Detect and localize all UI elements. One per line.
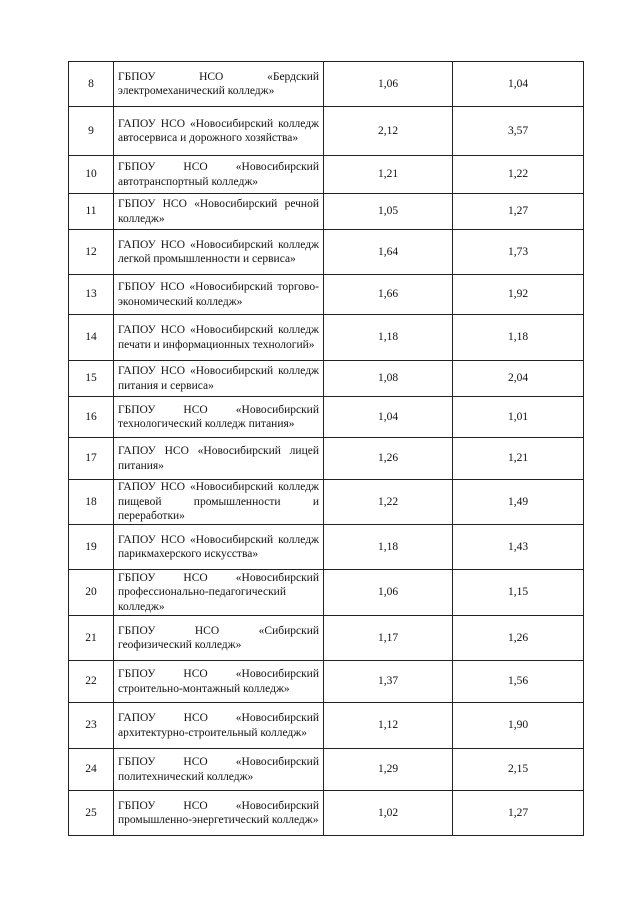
value-column-2: 1,92: [453, 275, 584, 315]
value-column-2: 2,15: [453, 749, 584, 791]
value-column-1: 1,02: [324, 791, 453, 836]
value-column-2: 1,15: [453, 570, 584, 616]
institution-name-text: ГАПОУ НСО «Новосибирский колледж пищевой промышленности и переработки»: [118, 481, 319, 523]
row-number: 16: [69, 397, 114, 438]
institution-name: [114, 791, 324, 836]
colleges-table: [68, 61, 584, 836]
institution-name-text: ГБПОУ НСО «Новосибирский автотранспортный колледж»: [118, 161, 319, 188]
value-column-2: 1,43: [453, 525, 584, 570]
institution-name: [114, 156, 324, 194]
value-column-1: 1,26: [324, 438, 453, 480]
institution-name: [114, 525, 324, 570]
value-column-1: 1,37: [324, 661, 453, 703]
value-column-1: 1,06: [324, 62, 453, 107]
value-column-2: 1,01: [453, 397, 584, 438]
institution-name-text: ГАПОУ НСО «Новосибирский колледж питания и сервиса»: [118, 365, 319, 392]
table-row: [69, 194, 584, 230]
value-column-2: 1,26: [453, 616, 584, 661]
row-number: 11: [69, 194, 114, 230]
row-number: 14: [69, 315, 114, 361]
table-row: [69, 749, 584, 791]
table-row: [69, 525, 584, 570]
value-column-2: 1,90: [453, 703, 584, 749]
table-row: [69, 703, 584, 749]
table-row: [69, 438, 584, 480]
value-column-2: 1,04: [453, 62, 584, 107]
value-column-1: 1,04: [324, 397, 453, 438]
table-row: [69, 397, 584, 438]
value-column-2: 1,22: [453, 156, 584, 194]
table-row: [69, 107, 584, 156]
institution-name-text: ГАПОУ НСО «Новосибирский архитектурно-строительный колледж»: [118, 712, 319, 739]
institution-name-text: ГАПОУ НСО «Новосибирский колледж автосервиса и дорожного хозяйства»: [118, 117, 319, 144]
row-number: 19: [69, 525, 114, 570]
value-column-1: 1,18: [324, 525, 453, 570]
institution-name: [114, 661, 324, 703]
row-number: 20: [69, 570, 114, 616]
institution-name-text: ГБПОУ НСО «Новосибирский промышленно-энергетический колледж»: [118, 799, 319, 826]
row-number: 23: [69, 703, 114, 749]
institution-name: [114, 107, 324, 156]
table-row: [69, 315, 584, 361]
value-column-1: 1,21: [324, 156, 453, 194]
institution-name: [114, 703, 324, 749]
institution-name: [114, 480, 324, 525]
row-number: 24: [69, 749, 114, 791]
row-number: 22: [69, 661, 114, 703]
row-number: 18: [69, 480, 114, 525]
value-column-2: 1,27: [453, 194, 584, 230]
value-column-2: 1,49: [453, 480, 584, 525]
value-column-1: 1,08: [324, 361, 453, 397]
value-column-1: 1,06: [324, 570, 453, 616]
institution-name-text: ГБПОУ НСО «Новосибирский речной колледж»: [118, 198, 319, 225]
value-column-2: 3,57: [453, 107, 584, 156]
institution-name-text: ГАПОУ НСО «Новосибирский колледж легкой промышленности и сервиса»: [118, 238, 319, 265]
institution-name-text: ГАПОУ НСО «Новосибирский лицей питания»: [118, 445, 319, 472]
institution-name: [114, 62, 324, 107]
row-number: 9: [69, 107, 114, 156]
institution-name: [114, 361, 324, 397]
institution-name-text: ГБПОУ НСО «Бердский электромеханический колледж»: [118, 70, 319, 97]
value-column-1: 1,64: [324, 230, 453, 275]
value-column-2: 1,27: [453, 791, 584, 836]
value-column-1: 1,66: [324, 275, 453, 315]
institution-name-text: ГАПОУ НСО «Новосибирский колледж парикмахерского искусства»: [118, 533, 319, 560]
value-column-1: 1,22: [324, 480, 453, 525]
institution-name: [114, 230, 324, 275]
row-number: 15: [69, 361, 114, 397]
institution-name: [114, 315, 324, 361]
table-body: [69, 62, 584, 836]
institution-name-text: ГБПОУ НСО «Новосибирский профессионально-педагогический колледж»: [118, 571, 319, 613]
institution-name: [114, 397, 324, 438]
value-column-2: 1,56: [453, 661, 584, 703]
institution-name-text: ГБПОУ НСО «Новосибирский политехнический колледж»: [118, 756, 319, 783]
institution-name: [114, 749, 324, 791]
table-row: [69, 230, 584, 275]
table-row: [69, 62, 584, 107]
table-row: [69, 616, 584, 661]
institution-name: [114, 194, 324, 230]
institution-name-text: ГБПОУ НСО «Новосибирский технологический колледж питания»: [118, 403, 319, 430]
table-row: [69, 480, 584, 525]
institution-name: [114, 570, 324, 616]
value-column-1: 1,18: [324, 315, 453, 361]
table-row: [69, 791, 584, 836]
value-column-1: 1,17: [324, 616, 453, 661]
row-number: 10: [69, 156, 114, 194]
value-column-1: 1,12: [324, 703, 453, 749]
row-number: 25: [69, 791, 114, 836]
table-row: [69, 275, 584, 315]
value-column-1: 1,05: [324, 194, 453, 230]
institution-name-text: ГБПОУ НСО «Новосибирский строительно-монтажный колледж»: [118, 668, 319, 695]
institution-name-text: ГБПОУ НСО «Сибирский геофизический колледж»: [118, 624, 319, 651]
institution-name: [114, 275, 324, 315]
row-number: 8: [69, 62, 114, 107]
value-column-1: 1,29: [324, 749, 453, 791]
value-column-1: 2,12: [324, 107, 453, 156]
table-row: [69, 570, 584, 616]
institution-name-text: ГАПОУ НСО «Новосибирский колледж печати и информационных технологий»: [118, 324, 319, 351]
value-column-2: 1,21: [453, 438, 584, 480]
row-number: 21: [69, 616, 114, 661]
institution-name: [114, 616, 324, 661]
table-row: [69, 156, 584, 194]
institution-name-text: ГБПОУ НСО «Новосибирский торгово-экономический колледж»: [118, 281, 319, 308]
row-number: 13: [69, 275, 114, 315]
institution-name: [114, 438, 324, 480]
row-number: 17: [69, 438, 114, 480]
table-row: [69, 361, 584, 397]
value-column-2: 1,18: [453, 315, 584, 361]
value-column-2: 2,04: [453, 361, 584, 397]
table-row: [69, 661, 584, 703]
value-column-2: 1,73: [453, 230, 584, 275]
row-number: 12: [69, 230, 114, 275]
